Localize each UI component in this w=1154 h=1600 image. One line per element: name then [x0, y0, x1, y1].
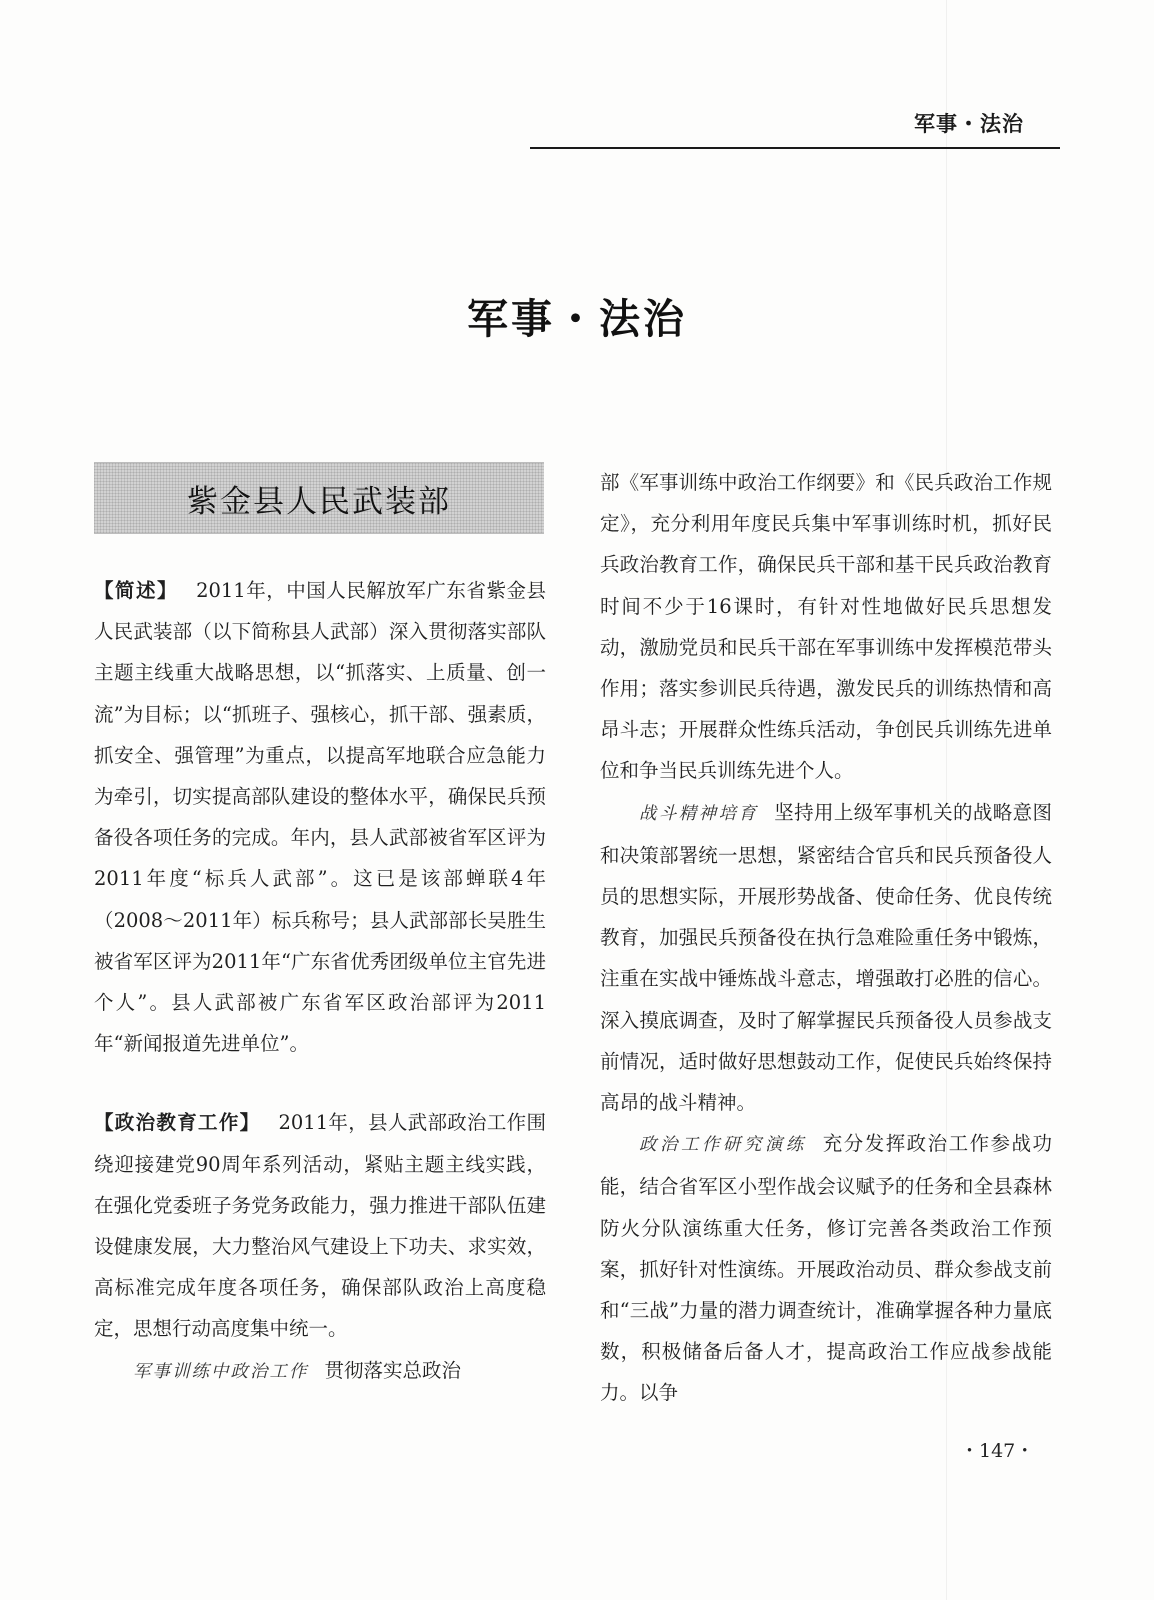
- training-political-paragraph-continued: [600, 462, 1052, 792]
- combat-spirit-text: 坚持用上级军事机关的战略意图和决策部署统一思想，紧密结合官兵和民兵预备役人员的思想实际，开展形势战备、使命任务、优良传统教育，加强民兵预备役在执行急难险重任务中锻炼，注重在实战中锤炼战斗意志，增强敢打必胜的信心。深入摸底调查，及时了解掌握民兵预备役人员参战支前情况，适时做好思想鼓动工作，促使民兵始终保持高昂的战斗精神。: [600, 800, 1052, 1115]
- political-education-tag: 【政治教育工作】: [94, 1111, 261, 1135]
- section-banner: [94, 462, 544, 534]
- left-column: [94, 462, 546, 1393]
- training-political-text-right: 部《军事训练中政治工作纲要》和《民兵政治工作规定》，充分利用年度民兵集中军事训练时机，抓好民兵政治教育工作，确保民兵干部和基干民兵政治教育时间不少于16课时，有针对性地做好民兵思想发动，激励党员和民兵干部在军事训练中发挥模范带头作用；落实参训民兵待遇，激发民兵的训练热情和高昂斗志；开展群众性练兵活动，争创民兵训练先进单位和争当民兵训练先进个人。: [600, 471, 1052, 783]
- section-title: 紫金县人民武装部: [187, 483, 451, 520]
- political-drill-paragraph: [600, 1123, 1052, 1413]
- combat-spirit-runin: 战斗精神培育: [639, 803, 759, 824]
- header-rule: [530, 147, 1060, 149]
- combat-spirit-paragraph: [600, 792, 1052, 1124]
- political-education-text: 2011年，县人武部政治工作围绕迎接建党90周年系列活动，紧贴主题主线实践，在强化党委班子务党务政能力，强力推进干部队伍建设健康发展，大力整治风气建设上下功夫、求实效，高标准完成年度各项任务，确保部队政治上高度稳定，思想行动高度集中统一。: [94, 1111, 546, 1341]
- training-political-paragraph-start: [94, 1350, 546, 1393]
- page-number: ・147・: [960, 1440, 1035, 1462]
- chapter-title: 军事・法治: [467, 295, 687, 343]
- overview-tag: 【简述】: [94, 579, 179, 602]
- right-column: [600, 462, 1052, 1414]
- overview-paragraph: [94, 570, 546, 1064]
- training-political-text-left: 贯彻落实总政治: [324, 1358, 462, 1382]
- running-head: 军事・法治: [914, 112, 1024, 136]
- training-political-runin: 军事训练中政治工作: [133, 1361, 309, 1382]
- overview-text: 2011年，中国人民解放军广东省紫金县人民武装部（以下简称县人武部）深入贯彻落实部队主题主线重大战略思想，以“抓落实、上质量、创一流”为目标；以“抓班子、强核心，抓干部、强素质，抓安全、强管理”为重点，以提高军地联合应急能力为牵引，切实提高部队建设的整体水平，确保民兵预备役各项任务的完成。年内，县人武部被省军区评为2011年度“标兵人武部”。这已是该部蝉联4年（2008～2011年）标兵称号；县人武部部长吴胜生被省军区评为2011年“广东省优秀团级单位主官先进个人”。县人武部被广东省军区政治部评为2011年“新闻报道先进单位”。: [94, 579, 546, 1056]
- political-drill-runin: 政治工作研究演练: [639, 1135, 807, 1156]
- political-drill-text: 充分发挥政治工作参战功能，结合省军区小型作战会议赋予的任务和全县森林防火分队演练重大任务，修订完善各类政治工作预案，抓好针对性演练。开展政治动员、群众参战支前和“三战”力量的潜力调查统计，准确掌握各种力量底数，积极储备后备人才，提高政治工作应战参战能力。以争: [600, 1132, 1052, 1405]
- political-education-paragraph: [94, 1102, 546, 1349]
